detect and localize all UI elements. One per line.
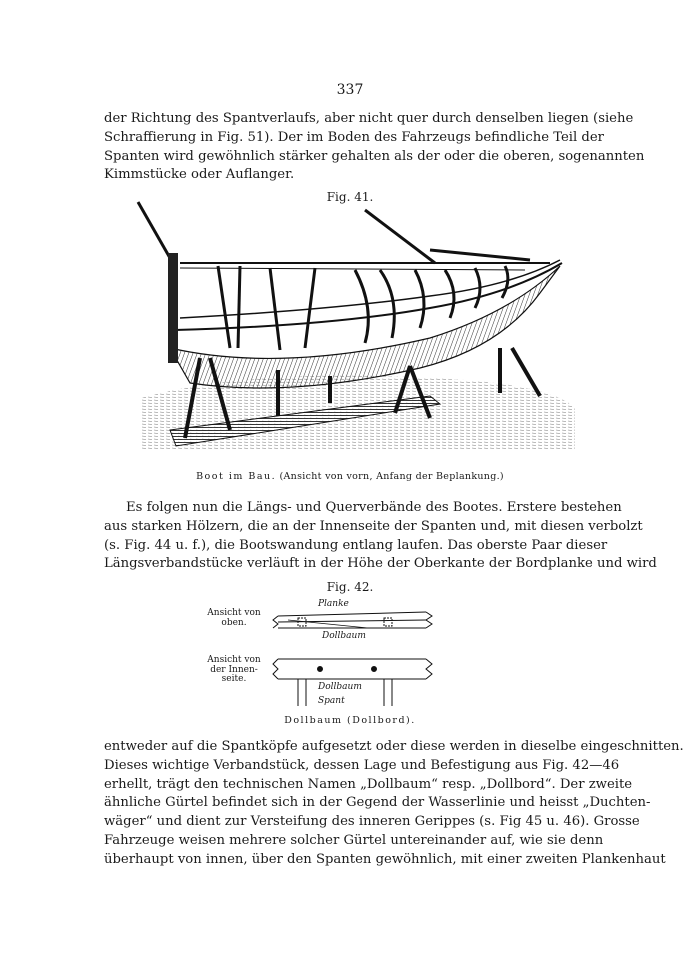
paragraph-3 — [104, 738, 684, 870]
text-line: (s. Fig. 44 u. f.), die Bootswandung entlang laufen. Das oberste Paar dieser — [104, 537, 608, 553]
handwritten-spant: Spant — [318, 696, 345, 706]
text-line: Kimmstücke oder Auflanger. — [104, 167, 295, 183]
handwritten-planke: Planke — [318, 599, 349, 609]
text-line: entweder auf die Spantköpfe aufgesetzt oder diese werden in dieselbe eingeschnitten. — [104, 739, 684, 754]
view-inside-label: Ansicht von der Innen- seite. — [207, 655, 261, 684]
figure-41-caption — [0, 471, 700, 482]
text-line: der Richtung des Spantverlaufs, aber nicht quer durch denselben liegen (siehe — [104, 111, 634, 126]
caption-detail: (Ansicht von vorn, Anfang der Beplankung.) — [279, 471, 504, 482]
figure-41-boat-illustration — [130, 198, 580, 463]
text-line: Längsverbandstücke verläuft in der Höhe der Oberkante der Bordplanke und wird — [104, 556, 657, 572]
caption-title: Boot im Bau. — [196, 471, 277, 482]
text-line: Es folgen nun die Längs- und Querverbände des Bootes. Erstere bestehen — [126, 500, 622, 515]
text-line: Schraffierung in Fig. 51). Der im Boden des Fahrzeugs befindliche Teil der — [104, 129, 604, 145]
text-line: Fahrzeuge weisen mehrere solcher Gürtel untereinander auf, wie sie denn — [104, 832, 604, 848]
text-line: Dieses wichtige Verbandstück, dessen Lage und Befestigung aus Fig. 42—46 — [104, 757, 620, 773]
figure-41-label: Fig. 41. — [326, 190, 374, 204]
text-line: wäger“ und dient zur Versteifung des inneren Gerippes (s. Fig 45 u. 46). Grosse — [104, 814, 640, 830]
handwritten-dollbaum-side: Dollbaum — [318, 682, 362, 692]
view-top-label: Ansicht von oben. — [207, 608, 261, 628]
paragraph-1 — [104, 110, 645, 185]
text-line: überhaupt von innen, über den Spanten gewöhnlich, mit einer zweiten Plankenhaut — [104, 851, 666, 867]
text-line: ähnliche Gürtel befindet sich in der Gegend der Wasserlinie und heisst „Duchten- — [104, 795, 651, 811]
figure-42-caption: Dollbaum (Dollbord). — [284, 715, 416, 726]
text-line: erhellt, trägt den technischen Namen „Dollbaum“ resp. „Dollbord“. Der zweite — [104, 776, 633, 792]
handwritten-dollbaum-top: Dollbaum — [322, 631, 366, 641]
page-number: 337 — [336, 82, 364, 98]
text-line: aus starken Hölzern, die an der Innenseite der Spanten und, mit diesen verbolzt — [104, 518, 643, 534]
figure-42-dollbaum-drawing — [268, 598, 438, 710]
figure-42-label: Fig. 42. — [326, 580, 374, 594]
text-line: Spanten wird gewöhnlich stärker gehalten als der oder die oberen, sogenannten — [104, 148, 645, 164]
paragraph-2 — [104, 499, 657, 574]
